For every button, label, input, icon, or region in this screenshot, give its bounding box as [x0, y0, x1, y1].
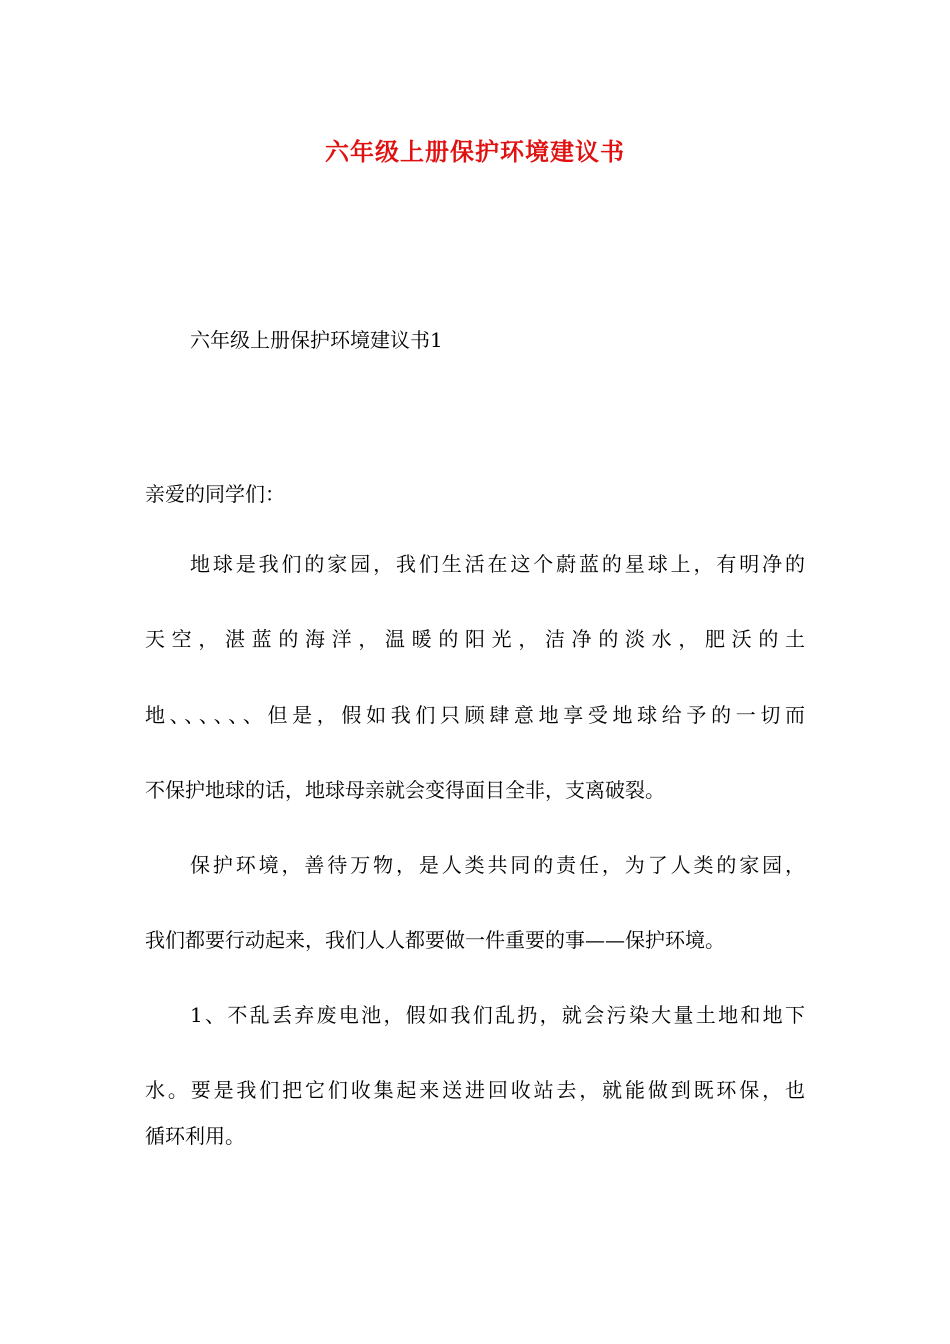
paragraph-3-line-3: 循环利用。	[145, 1124, 245, 1148]
paragraph-1-line-4: 不保护地球的话，地球母亲就会变得面目全非，支离破裂。	[145, 778, 665, 802]
paragraph-3-line-1: 1、不乱丢弃废电池，假如我们乱扔，就会污染大量土地和地下	[190, 1003, 805, 1027]
paragraph-1-line-2: 天空，湛蓝的海洋，温暖的阳光，洁净的淡水，肥沃的土	[145, 627, 805, 651]
document-title: 六年级上册保护环境建议书	[325, 137, 625, 166]
section-heading: 六年级上册保护环境建议书1	[190, 328, 443, 352]
paragraph-2-line-1: 保护环境，善待万物，是人类共同的责任，为了人类的家园，	[190, 853, 805, 877]
paragraph-1-line-1: 地球是我们的家园，我们生活在这个蔚蓝的星球上，有明净的	[190, 552, 805, 576]
paragraph-2-line-2: 我们都要行动起来，我们人人都要做一件重要的事——保护环境。	[145, 928, 725, 952]
salutation: 亲爱的同学们：	[145, 482, 285, 506]
paragraph-1-line-3: 地、、、、、、但是，假如我们只顾肆意地享受地球给予的一切而	[145, 703, 805, 727]
paragraph-3-line-2: 水。要是我们把它们收集起来送进回收站去，就能做到既环保，也	[145, 1078, 805, 1102]
